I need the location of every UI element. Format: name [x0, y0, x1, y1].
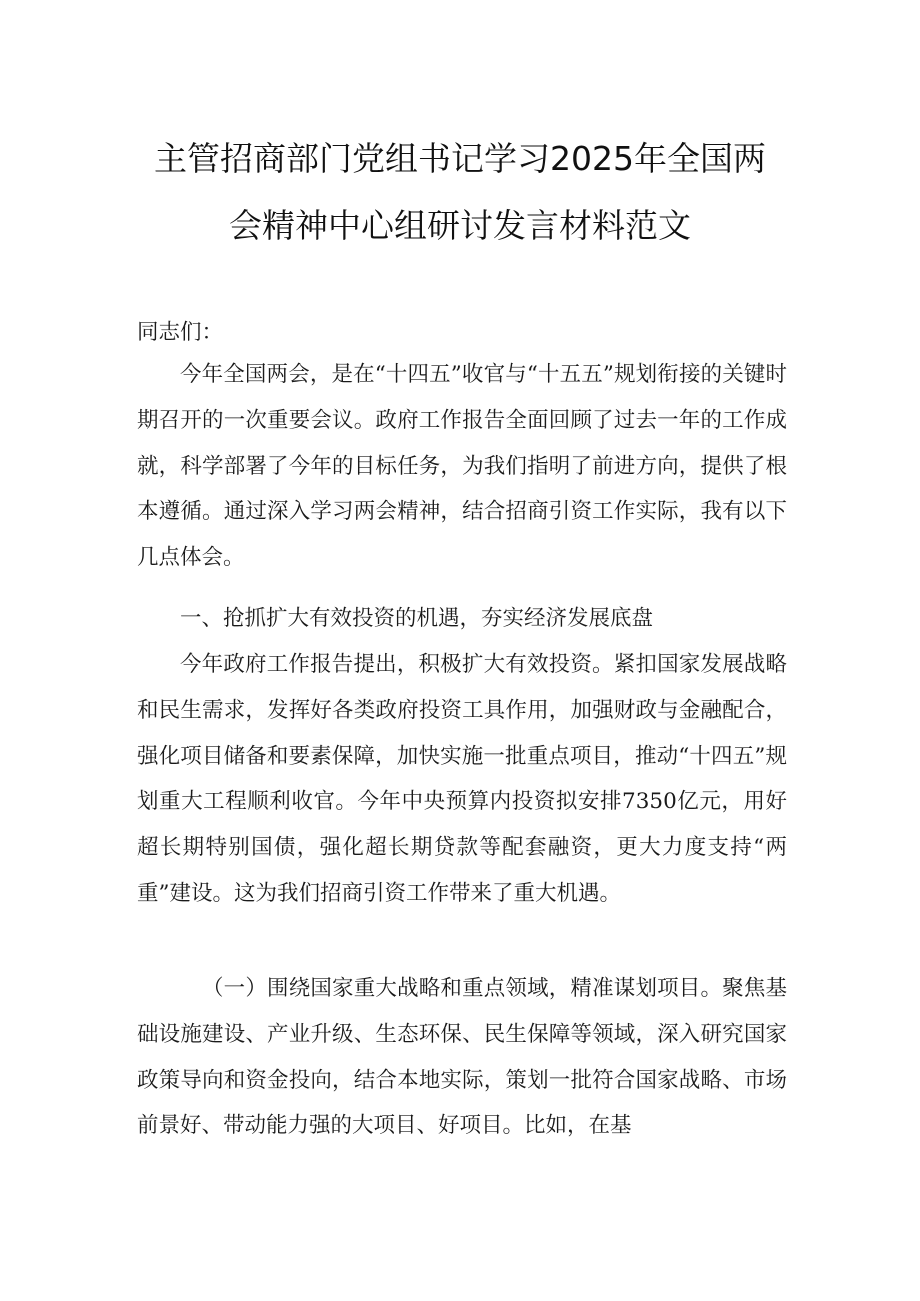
section-heading-1: 一、抢抓扩大有效投资的机遇，夯实经济发展底盘 [180, 606, 654, 631]
paragraph-investment: 今年政府工作报告提出，积极扩大有效投资。紧扣国家发展战略和民生需求，发挥好各类政府投资工具作用，加强财政与金融配合，强化项目储备和要素保障，加快实施一批重点项目，推动“十四五”规划重大工程顺利收官。今年中央预算内投资拟安排7350亿元，用好超长期特别国债，强化超长期贷款等配套融资，更大力度支持“两重”建设。这为我们招商引资工作带来了重大机遇。 [137, 652, 787, 906]
greeting: 同志们： [137, 320, 224, 345]
paragraph-subpoint-1: （一）围绕国家重大战略和重点领域，精准谋划项目。聚焦基础设施建设、产业升级、生态环保、民生保障等领域，深入研究国家政策导向和资金投向，结合本地实际，策划一批符合国家战略、市场前景好、带动能力强的大项目、好项目。比如，在基 [137, 976, 787, 1139]
document-title-line-2: 会精神中心组研讨发言材料范文 [229, 206, 691, 245]
document-title-line-1: 主管招商部门党组书记学习2025年全国两 [154, 139, 766, 178]
paragraph-intro: 今年全国两会，是在“十四五”收官与“十五五”规划衔接的关键时期召开的一次重要会议。政府工作报告全面回顾了过去一年的工作成就，科学部署了今年的目标任务，为我们指明了前进方向，提供了根本遵循。通过深入学习两会精神，结合招商引资工作实际，我有以下几点体会。 [137, 362, 787, 571]
